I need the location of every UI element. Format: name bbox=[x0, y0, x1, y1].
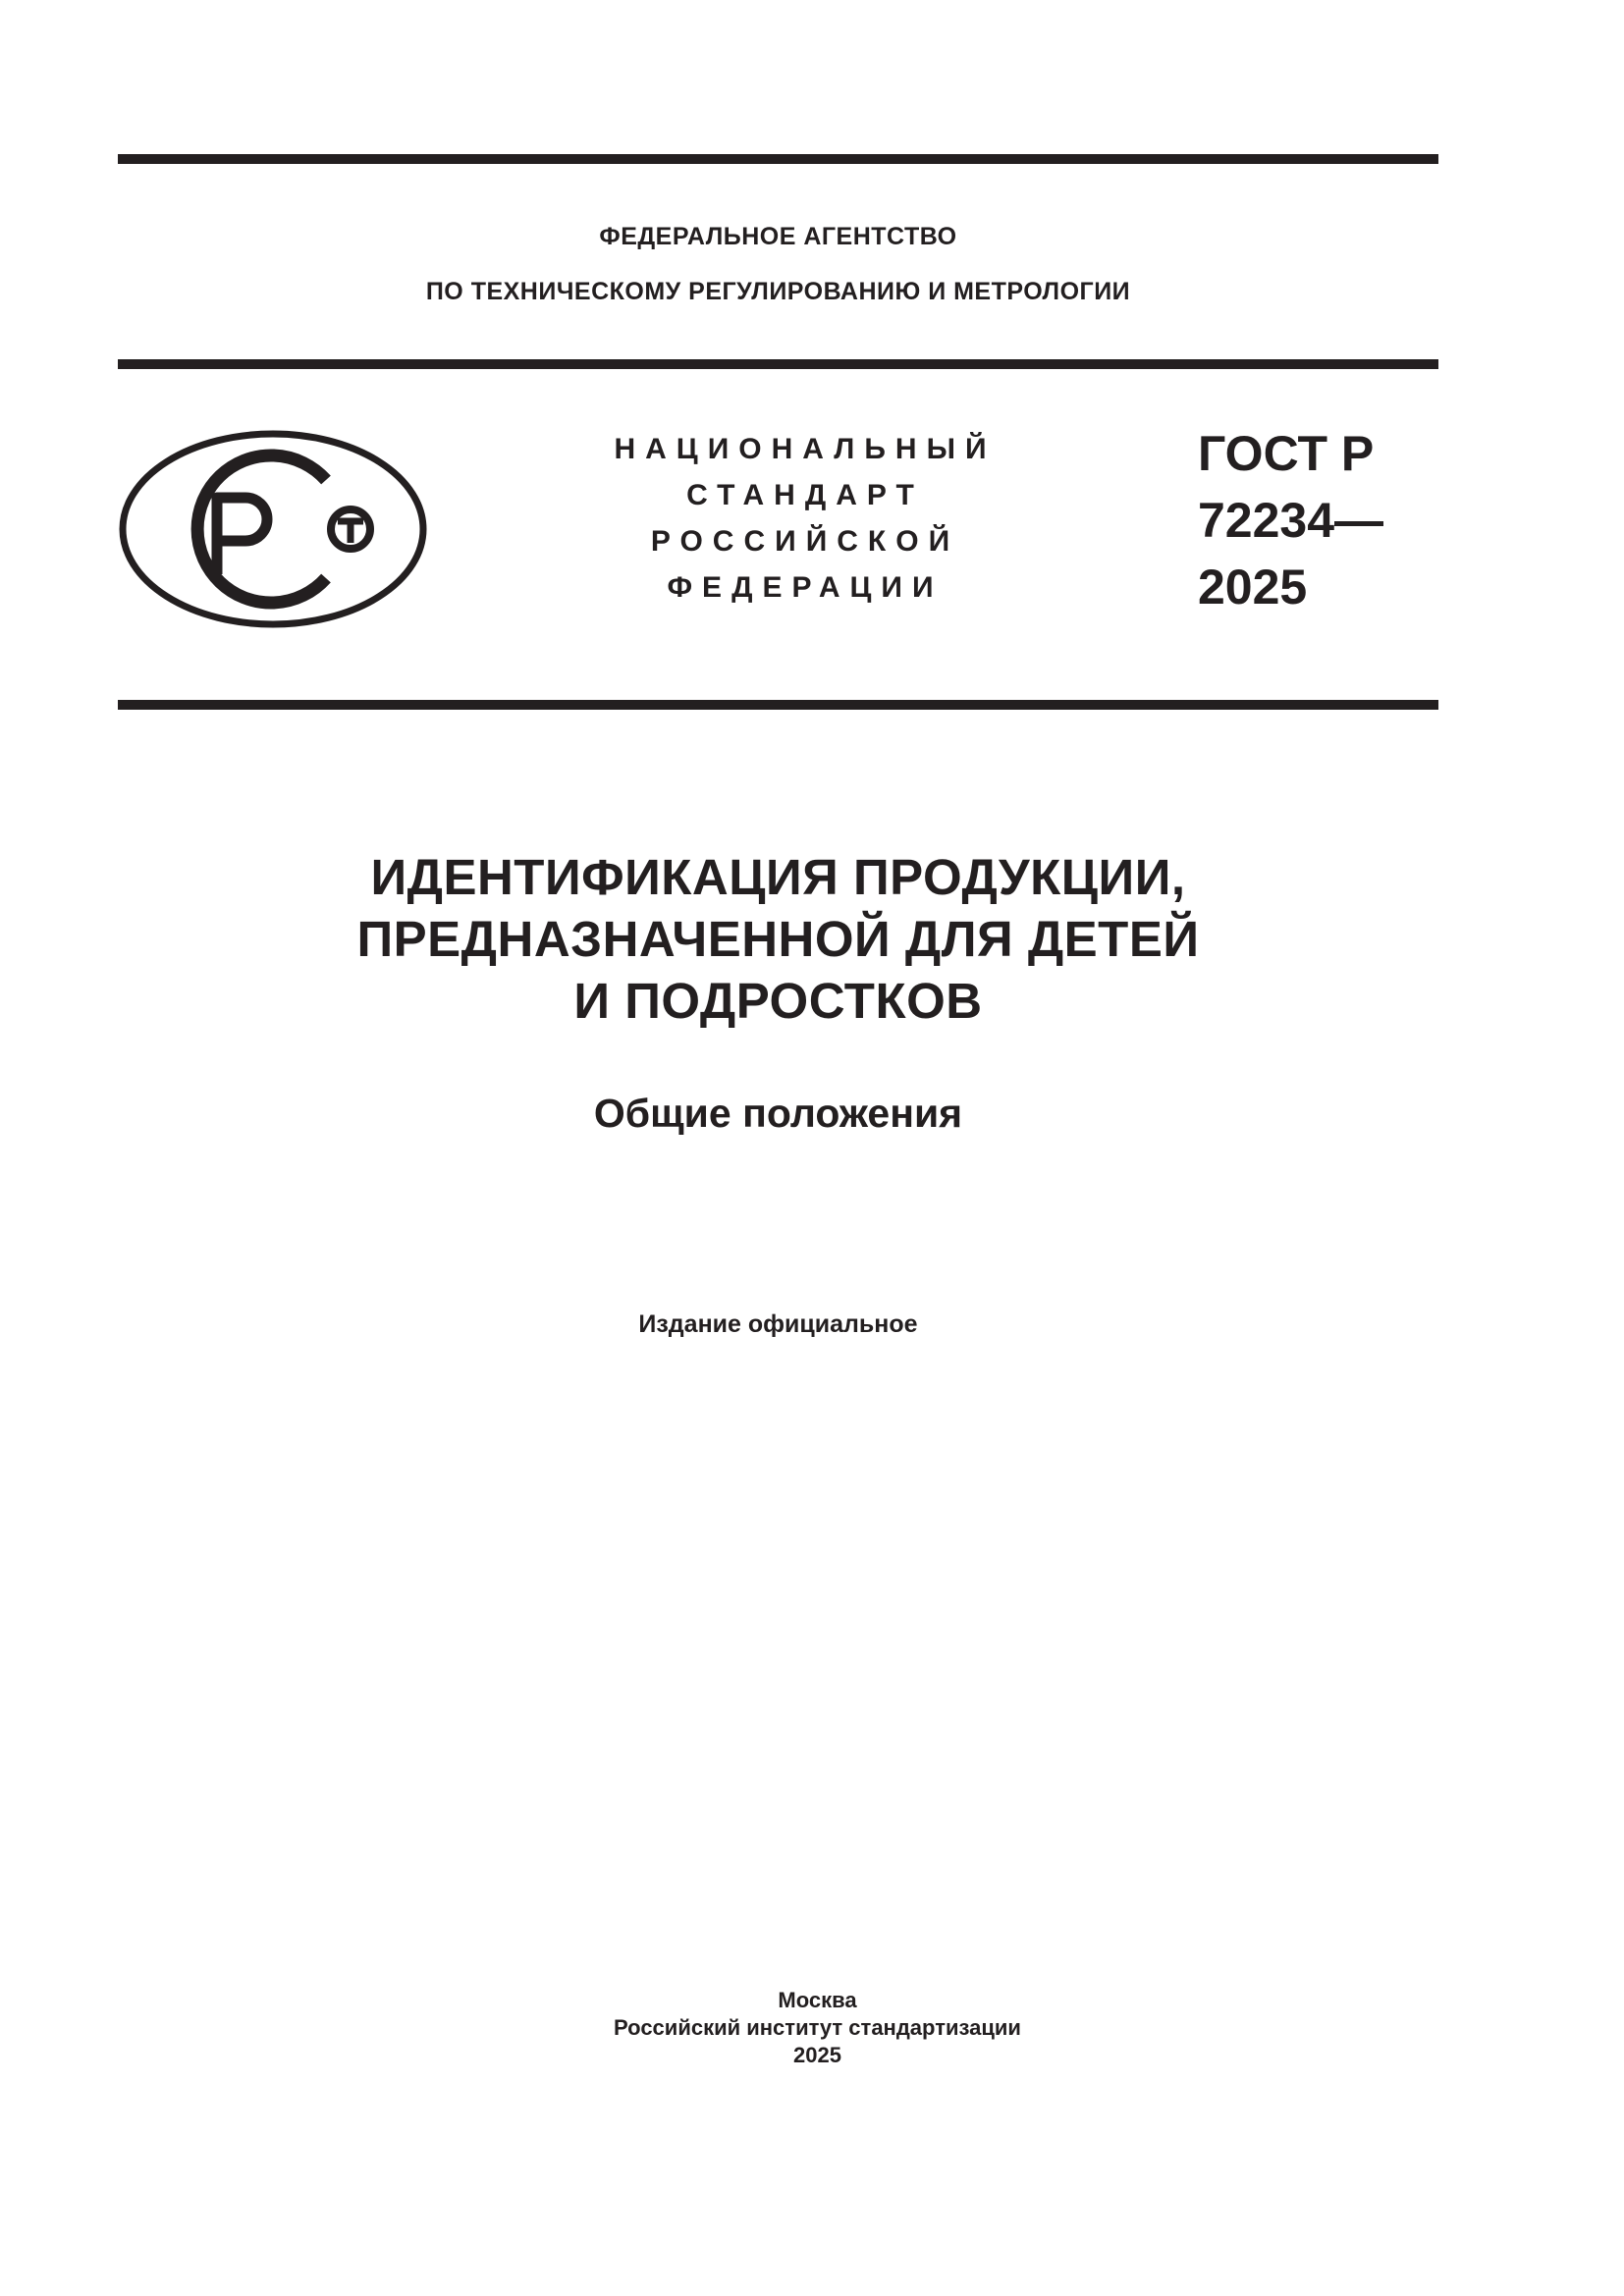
national-standard-line-1: НАЦИОНАЛЬНЫЙ bbox=[614, 433, 997, 465]
bottom-rule bbox=[118, 700, 1438, 710]
national-standard-line-4: ФЕДЕРАЦИИ bbox=[667, 571, 944, 604]
imprint bbox=[118, 1987, 1517, 2069]
document-title bbox=[118, 846, 1438, 1032]
middle-rule bbox=[118, 359, 1438, 369]
document-subtitle: Общие положения bbox=[593, 1091, 963, 1136]
national-standard-line-2: СТАНДАРТ bbox=[686, 479, 924, 511]
agency-name-line-2: ПО ТЕХНИЧЕСКОМУ РЕГУЛИРОВАНИЮ И МЕТРОЛОГИИ bbox=[425, 278, 1131, 305]
national-standard-line-3: РОССИЙСКОЙ bbox=[650, 525, 960, 558]
title-line-2: ПРЕДНАЗНАЧЕННОЙ ДЛЯ ДЕТЕЙ bbox=[356, 911, 1200, 967]
standard-designation bbox=[1198, 420, 1383, 620]
imprint-city: Москва bbox=[778, 1988, 857, 2012]
imprint-year: 2025 bbox=[793, 2043, 841, 2067]
rst-logo bbox=[118, 429, 428, 629]
top-rule bbox=[118, 154, 1438, 164]
agency-name-line-1: ФЕДЕРАЛЬНОЕ АГЕНТСТВО bbox=[599, 223, 957, 250]
designation-line-2: 72234— bbox=[1198, 493, 1384, 548]
rst-certification-mark-icon bbox=[118, 429, 428, 629]
imprint-publisher: Российский институт стандартизации bbox=[614, 2015, 1021, 2040]
designation-line-1: ГОСТ Р bbox=[1198, 426, 1375, 481]
title-line-3: И ПОДРОСТКОВ bbox=[573, 973, 983, 1029]
designation-line-3: 2025 bbox=[1198, 560, 1308, 614]
title-line-1: ИДЕНТИФИКАЦИЯ ПРОДУКЦИИ, bbox=[370, 849, 1186, 905]
national-standard-block bbox=[550, 426, 1060, 611]
edition-note: Издание официальное bbox=[638, 1310, 918, 1338]
